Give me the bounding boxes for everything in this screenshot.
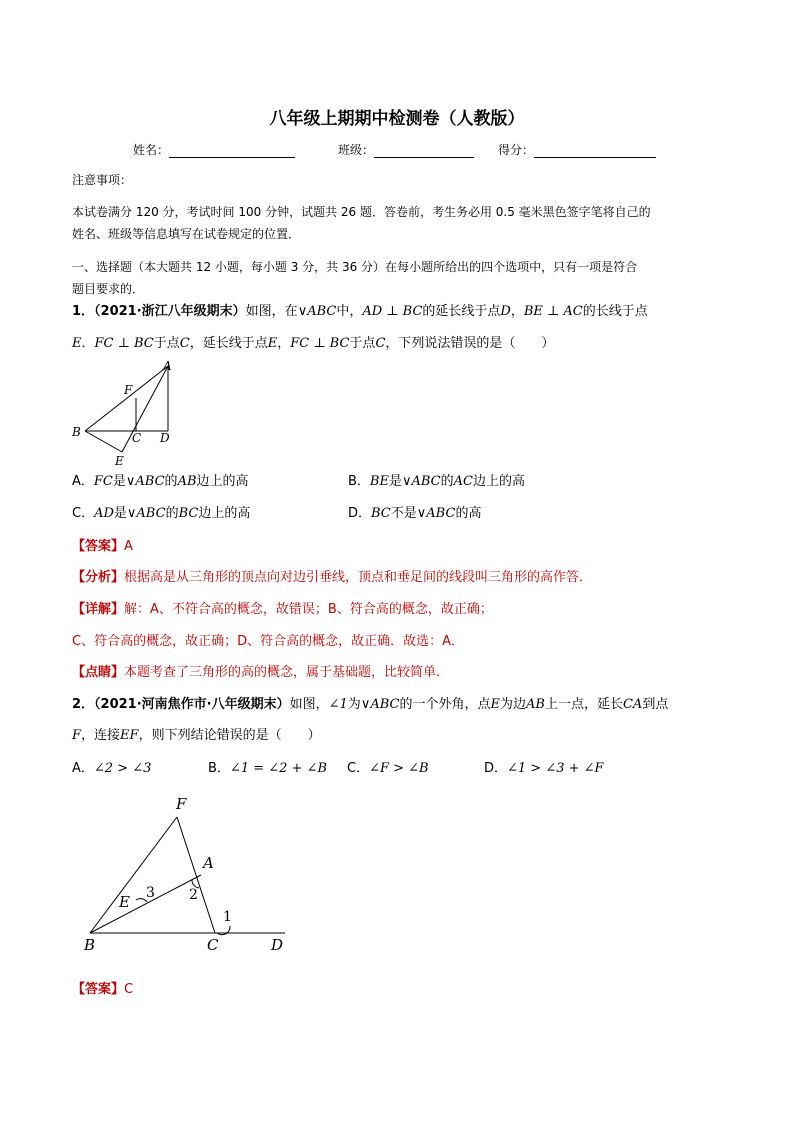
- q1-math: FC ⊥ BC: [290, 336, 350, 351]
- q1-text: ，延长线于点: [189, 336, 268, 351]
- option-math: BE: [369, 474, 389, 489]
- q1-math: AD ⊥ BC: [362, 304, 423, 319]
- q2-math: CA: [622, 697, 643, 712]
- name-label: 姓名：: [133, 143, 170, 157]
- analysis-tag: 【分析】: [72, 570, 125, 585]
- option-label: A．: [72, 761, 94, 776]
- q1-number: 1．: [72, 304, 95, 319]
- q1-option-d[interactable]: [348, 506, 481, 522]
- q1-math: E: [267, 336, 278, 351]
- q2-option-a[interactable]: [72, 761, 151, 777]
- answer-value: C: [124, 982, 134, 997]
- option-math: ∠F > ∠B: [369, 761, 429, 776]
- q1-analysis: [72, 570, 592, 586]
- q2-stem-line-1: [72, 697, 668, 713]
- option-math: ∠2 > ∠3: [93, 761, 152, 776]
- q1-option-b[interactable]: [348, 474, 525, 490]
- q2-stem-line-2: [72, 728, 321, 744]
- notes-line-1: 本试卷满分 120 分，考试时间 100 分钟，试题共 26 题．答卷前，考生务必用 0.5 毫米黑色签字笔将自己的: [72, 205, 651, 219]
- answer-tag: 【答案】: [72, 982, 125, 997]
- option-label: D．: [348, 506, 372, 521]
- option-math: AB: [177, 474, 197, 489]
- q1-comment: [72, 665, 449, 681]
- q1-math: E: [72, 336, 82, 351]
- q1-label-d: D: [160, 431, 170, 445]
- q1-text: ，下列说法错误的是（ ）: [385, 336, 555, 351]
- q1-label-a: A: [163, 359, 172, 373]
- option-math: ∠1 > ∠3 + ∠F: [507, 761, 604, 776]
- answer-tag: 【答案】: [72, 539, 125, 554]
- q2-option-d[interactable]: [484, 761, 604, 777]
- option-math: ∨ABC: [416, 506, 456, 521]
- score-label: 得分：: [498, 143, 535, 157]
- option-math: ∨ABC: [125, 474, 165, 489]
- option-text: 是: [113, 506, 127, 521]
- q1-text: ，: [277, 336, 291, 351]
- q2-label-2: 2: [189, 887, 198, 903]
- q2-line-bf: [90, 817, 177, 933]
- score-field: [498, 141, 656, 158]
- option-text: 的: [164, 474, 178, 489]
- option-math: FC: [93, 474, 113, 489]
- detail-tag: 【详解】: [72, 602, 125, 617]
- q1-text: 如图，在: [245, 304, 298, 319]
- q2-line-ba: [90, 875, 201, 933]
- option-math: ∨ABC: [401, 474, 441, 489]
- answer-value: A: [124, 539, 133, 554]
- option-label: A．: [72, 474, 94, 489]
- option-math: BC: [371, 506, 391, 521]
- option-text: 的高: [455, 506, 482, 521]
- q2-math: EF: [120, 728, 139, 743]
- q1-text: 于点: [349, 336, 376, 351]
- q2-text: 的一个外角，点: [399, 697, 491, 712]
- class-field: [338, 141, 474, 158]
- q1-detail-line-1: [72, 602, 493, 618]
- q1-option-c[interactable]: [72, 506, 250, 522]
- option-text: 不是: [390, 506, 417, 521]
- q2-text: 如图，: [289, 697, 329, 712]
- option-math: AD: [94, 506, 114, 521]
- option-math: BC: [178, 506, 199, 521]
- q1-text: 于点: [153, 336, 180, 351]
- q1-math: FC ⊥ BC: [94, 336, 154, 351]
- score-blank[interactable]: [534, 145, 656, 158]
- comment-text: 本题考查了三角形的高的概念，属于基础题，比较简单．: [124, 665, 450, 680]
- q1-answer: [72, 539, 133, 555]
- q1-line-be: [85, 431, 122, 452]
- q2-text: 为: [347, 697, 361, 712]
- q1-math: C: [375, 336, 386, 351]
- q2-math: ∨ABC: [360, 697, 400, 712]
- option-text: 边上的高: [473, 474, 526, 489]
- q2-label-3: 3: [146, 885, 155, 901]
- option-text: 是: [388, 474, 402, 489]
- q1-detail-line-2: C、符合高的概念，故正确；D、符合高的概念，故正确．故选：A．: [72, 634, 464, 649]
- q2-number: 2．: [72, 697, 95, 712]
- q2-answer: [72, 982, 133, 998]
- q2-math: ∠1: [328, 697, 348, 712]
- name-field: [133, 141, 295, 158]
- q1-figure: [60, 356, 190, 468]
- q1-math: D: [500, 304, 511, 319]
- q2-text: 到点: [642, 697, 669, 712]
- q1-text: 的长线于点: [582, 304, 648, 319]
- option-text: 的: [165, 506, 179, 521]
- section-heading-line-1: 一、选择题（本大题共 12 小题，每小题 3 分，共 36 分）在每小题所给出的四个选项中，只有一项是符合: [72, 260, 638, 274]
- option-math: ∠1 = ∠2 + ∠B: [229, 761, 328, 776]
- q1-label-f: F: [124, 383, 133, 397]
- q1-option-a[interactable]: [72, 474, 249, 490]
- q2-option-c[interactable]: [347, 761, 429, 777]
- option-math: ∨ABC: [126, 506, 166, 521]
- comment-tag: 【点睛】: [72, 665, 125, 680]
- analysis-text: 根据高是从三角形的顶点向对边引垂线，顶点和垂足间的线段叫三角形的高作答．: [124, 570, 593, 585]
- q2-source: （2021·河南焦作市·八年级期末）: [94, 697, 290, 712]
- class-label: 班级：: [338, 143, 375, 157]
- q1-label-e: E: [115, 454, 124, 468]
- q1-stem-line-2: [72, 336, 554, 352]
- q2-label-b: B: [84, 936, 96, 954]
- q2-text: 为边: [499, 697, 526, 712]
- q2-label-a: A: [203, 854, 214, 872]
- q1-math: C: [179, 336, 190, 351]
- q2-text: 上一点，延长: [544, 697, 623, 712]
- q1-text: 的延长线于点: [422, 304, 501, 319]
- section-heading-line-2: 题目要求的．: [72, 282, 145, 296]
- q2-math: E: [490, 697, 500, 712]
- option-label: B．: [348, 474, 370, 489]
- q2-text: ，连接: [81, 728, 121, 743]
- notes-line-2: 姓名、班级等信息填写在试卷规定的位置．: [72, 227, 301, 241]
- q2-label-c: C: [207, 936, 219, 954]
- q1-label-c: C: [132, 431, 142, 445]
- q1-stem-line-1: [72, 304, 648, 320]
- option-label: B．: [208, 761, 230, 776]
- option-text: 边上的高: [198, 506, 251, 521]
- q2-option-b[interactable]: [208, 761, 327, 777]
- option-label: C．: [347, 761, 370, 776]
- q2-label-1: 1: [223, 909, 232, 925]
- q1-text: 中，: [336, 304, 363, 319]
- q2-label-e: E: [119, 893, 130, 911]
- notes-heading: 注意事项：: [72, 173, 133, 187]
- q1-source: （2021·浙江八年级期末）: [94, 304, 246, 319]
- page-title: 八年级上期期中检测卷（人教版）: [269, 109, 525, 129]
- q1-math: BE ⊥ AC: [523, 304, 583, 319]
- q2-label-f: F: [176, 795, 187, 813]
- q1-label-b: B: [72, 425, 81, 439]
- q1-line-ba: [85, 366, 168, 431]
- option-text: 是: [112, 474, 126, 489]
- q2-label-d: D: [271, 936, 284, 954]
- q2-line-fc: [177, 817, 215, 933]
- q2-figure: [75, 790, 300, 958]
- name-blank[interactable]: [169, 145, 295, 158]
- q1-text: ．: [81, 336, 95, 351]
- q1-math: ∨ABC: [297, 304, 337, 319]
- q1-text: ，: [510, 304, 524, 319]
- q2-math: AB: [526, 697, 545, 712]
- q2-math: F: [72, 728, 82, 743]
- q2-text: ，则下列结论错误的是（ ）: [138, 728, 321, 743]
- option-text: 边上的高: [196, 474, 249, 489]
- option-math: AC: [453, 474, 473, 489]
- option-text: 的: [440, 474, 454, 489]
- option-label: D．: [484, 761, 508, 776]
- option-label: C．: [72, 506, 95, 521]
- detail-text: 解：A、不符合高的概念，故错误；B、符合高的概念，故正确；: [124, 602, 493, 617]
- class-blank[interactable]: [374, 145, 474, 158]
